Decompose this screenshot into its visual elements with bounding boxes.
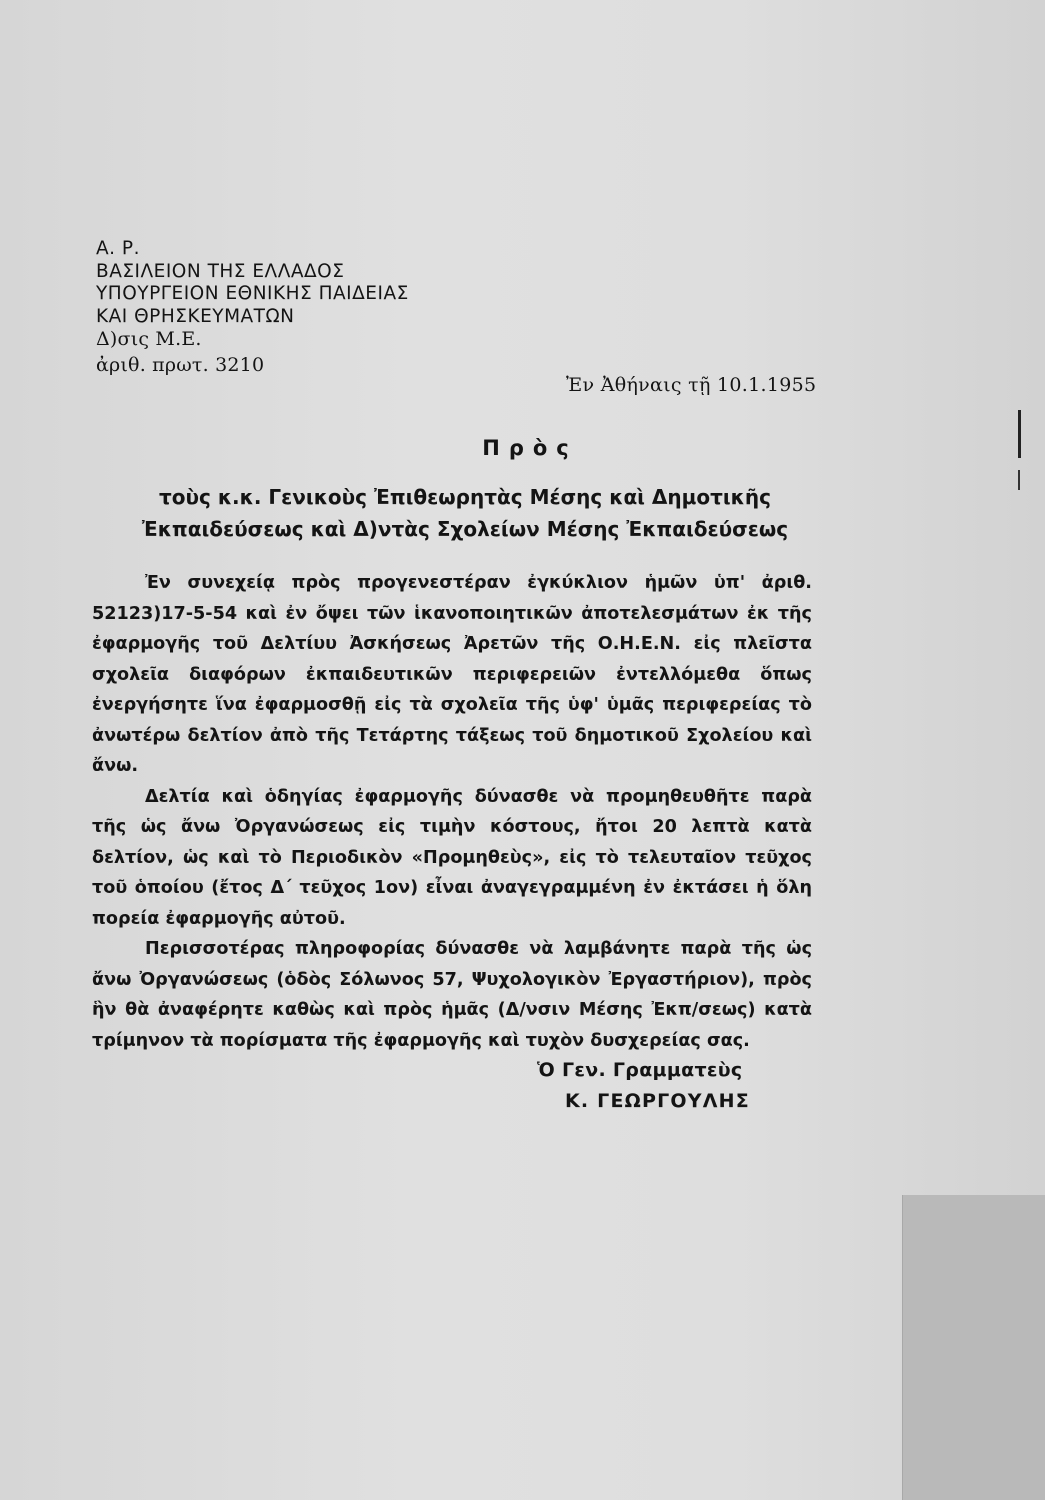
addressee-line: τοὺς κ.κ. Γενικοὺς Ἐπιθεωρητὰς Μέσης καὶ Δημοτικῆς bbox=[159, 485, 771, 509]
addressee-line: Ἐκπαιδεύσεως καὶ Δ)ντὰς Σχολείων Μέσης Ἐκπαιδεύσεως bbox=[141, 517, 789, 541]
letterhead bbox=[96, 238, 409, 376]
signatory-name: Κ. ΓΕΩΡΓΟΥΛΗΣ bbox=[565, 1090, 750, 1112]
letterhead-line: ΥΠΟΥΡΓΕΙΟΝ ΕΘΝΙΚΗΣ ΠΑΙΔΕΙΑΣ bbox=[96, 283, 409, 304]
salutation-heading: Πρὸς bbox=[482, 436, 578, 460]
protocol-number: ἀριθ. πρωτ. 3210 bbox=[96, 353, 265, 376]
letter-body bbox=[92, 568, 812, 1056]
body-paragraph: Ἐν συνεχείᾳ πρὸς προγενεστέραν ἐγκύκλιον ἡμῶν ὑπ' ἀριθ. 52123)17-5-54 καὶ ἐν ὄψει τῶν ἱκανοποιητικῶν ἀποτελεσμάτων ἐκ τῆς ἐφαρμογῆς τοῦ Δελτίυυ Ἀσκήσεως Ἀρετῶν τῆς Ο.Η.Ε.Ν. εἰς πλεῖστα σχολεῖα διαφόρων ἐκπαιδευτικῶν περιφερειῶν ἐντελλόμεθα ὅπως ἐνεργήσητε ἵνα ἐφαρμοσθῇ εἰς τὰ σχολεῖα τῆς ὑφ' ὑμᾶς περιφερείας τὸ ἀνωτέρω δελτίον ἀπὸ τῆς Τετάρτης τάξεως τοῦ δημοτικοῦ Σχολείου καὶ ἄνω. bbox=[92, 573, 812, 776]
addressee-block bbox=[100, 481, 830, 545]
letterhead-line: ΒΑΣΙΛΕΙΟΝ ΤΗΣ ΕΛΛΑΔΟΣ bbox=[96, 260, 345, 282]
letter-date: Ἐν Ἀθήναις τῇ 10.1.1955 bbox=[566, 374, 817, 396]
margin-mark bbox=[1018, 470, 1020, 490]
signatory-title: Ὁ Γεν. Γραμματεὺς bbox=[537, 1059, 743, 1081]
body-paragraph: Περισσοτέρας πληροφορίας δύνασθε νὰ λαμβάνητε παρὰ τῆς ὡς ἄνω Ὀργανώσεως (ὁδὸς Σόλωνος 57, Ψυχολογικὸν Ἐργαστήριον), πρὸς ἣν θὰ ἀναφέρητε καθὼς καὶ πρὸς ἡμᾶς (Δ/νσιν Μέσης Ἐκπ/σεως) κατὰ τρίμηνον τὰ πορίσματα τῆς ἐφαρμογῆς καὶ τυχὸν δυσχερείας σας. bbox=[92, 939, 812, 1051]
letterhead-line: Α. Ρ. bbox=[96, 238, 140, 259]
page-stain bbox=[902, 1195, 1045, 1500]
letterhead-line: ΚΑΙ ΘΡΗΣΚΕΥΜΑΤΩΝ bbox=[96, 305, 295, 327]
body-paragraph: Δελτία καὶ ὁδηγίας ἐφαρμογῆς δύνασθε νὰ προμηθευθῆτε παρὰ τῆς ὡς ἄνω Ὀργανώσεως εἰς τιμὴν κόστους, ἤτοι 20 λεπτὰ κατὰ δελτίον, ὡς καὶ τὸ Περιοδικὸν «Προμηθεὺς», εἰς τὸ τελευταῖον τεῦχος τοῦ ὁποίου (ἔτος Δ΄ τεῦχος 1ον) εἶναι ἀναγεγραμμένη ἐν ἐκτάσει ἡ ὅλη πορεία ἐφαρμογῆς αὐτοῦ. bbox=[92, 786, 812, 929]
division-code: Δ)σις Μ.Ε. bbox=[96, 328, 202, 350]
